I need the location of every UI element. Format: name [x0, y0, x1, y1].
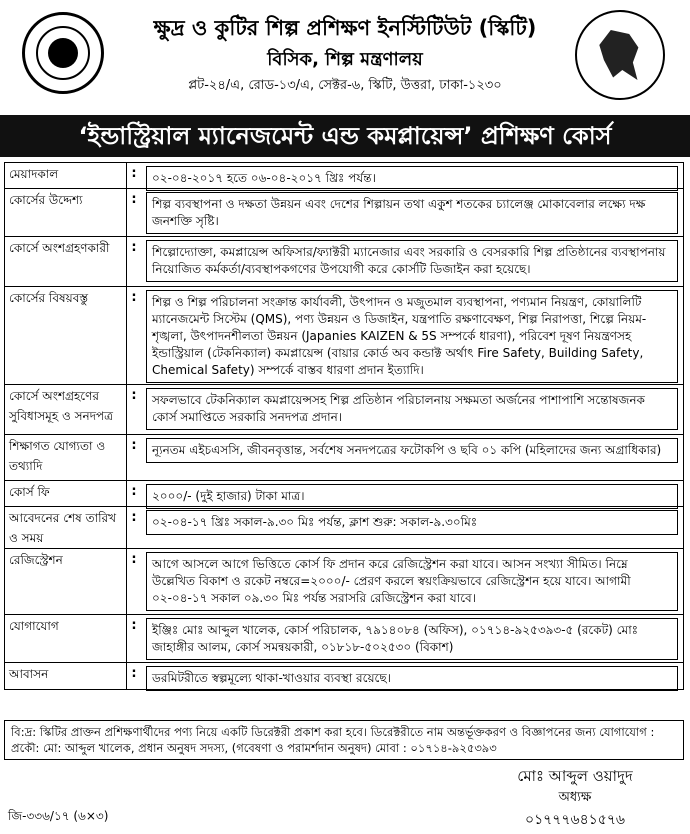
row-value: আগে আসলে আগে ভিত্তিতে কোর্স ফি প্রদান করে রেজিস্ট্রেশন করা যাবে। আসন সংখ্যা সীমিত। নিম্নে উল্লেখিত বিকাশ ও রকেট নম্বরে=২০০০/- প্রেরণ করলে স্বয়ংক্রিয়ভাবে রেজিস্ট্রেশন হয়ে যাবে। আগামী ০২-০৪-১৭ সকাল ০৯.৩০ মিঃ পর্যন্ত সরাসরি রেজিস্ট্রেশন করা যাবে। — [146, 552, 678, 611]
table-row: কোর্সের উদ্দেশ্য : শিল্প ব্যবস্থাপনা ও দক্ষতা উন্নয়ন এবং দেশের শিল্পায়ন তথা একুশ শতকের চ্যালেঞ্জ মোকাবেলার লক্ষ্যে দক্ষ জনশক্তি সৃষ্টি। — [5, 189, 683, 237]
row-value: ইঞ্জিঃ মোঃ আব্দুল খালেক, কোর্স পরিচালক, ৭৯১৪০৮৪ (অফিস), ০১৭১৪-৯২৫৩৯৩-৫ (রকেট) মোঃ জাহাঙ্গীর আলম, কোর্স সমন্বয়কারী, ০১৮১৮-৫০২৫৩০ (বিকাশ) — [146, 618, 678, 660]
table-row: শিক্ষাগত যোগ্যতা ও তথ্যাদি : ন্যূনতম এইচএসসি, জীবনবৃত্তান্ত, সর্বশেষ সনদপত্রের ফটোকপি ও ছবি ০১ কপি (মহিলাদের জন্য অগ্রাধিকার) — [5, 435, 683, 481]
course-banner: ‘ইন্ডাস্ট্রিয়াল ম্যানেজমেন্ট এন্ড কমপ্লায়েন্স’ প্রশিক্ষণ কোর্স — [0, 115, 690, 157]
table-row: আবাসন : ডরমিটরীতে স্বল্পমূল্যে থাকা-খাওয়ার ব্যবস্থা রয়েছে। — [5, 663, 683, 689]
row-label: কোর্সের বিষয়বস্তু — [5, 287, 127, 384]
row-label: কোর্স ফি — [5, 481, 127, 506]
row-label: রেজিস্ট্রেশন — [5, 549, 127, 614]
row-value: ০২-০৪-১৭ খ্রিঃ সকাল-৯.৩০ মিঃ পর্যন্ত, ক্লাশ শুরু: সকাল-৯.৩০মিঃ — [146, 510, 678, 535]
institute-title: ক্ষুদ্র ও কুটির শিল্প প্রশিক্ষণ ইনস্টিটিউট (স্কিটি) — [153, 16, 537, 40]
government-seal-icon — [575, 10, 665, 100]
row-value: শিল্প ব্যবস্থাপনা ও দক্ষতা উন্নয়ন এবং দেশের শিল্পায়ন তথা একুশ শতকের চ্যালেঞ্জ মোকাবেলার লক্ষ্যে দক্ষ জনশক্তি সৃষ্টি। — [146, 192, 678, 234]
course-info-table — [4, 162, 684, 690]
institute-address: প্লট-২৪/এ, রোড-১৩/এ, সেক্টর-৬, স্কিটি, উত্তরা, ঢাকা-১২৩০ — [188, 78, 502, 93]
row-value: শিল্প ও শিল্প পরিচালনা সংক্রান্ত কার্যাবলী, উৎপাদন ও মজুতমাল ব্যবস্থাপনা, পণ্যমান নিয়ন্ত্রণ, কোয়ালিটি ম্যানেজমেন্ট সিস্টেম (QMS), পণ্য উন্নয়ন ও ডিজাইন, যন্ত্রপাতি রক্ষণাবেক্ষণ, শিল্প নিরাপত্তা, শিল্পে নিয়ম-শৃঙ্খলা, উৎপাদনশীলতা উন্নয়ন (Japanies KAIZEN & 5S সম্পর্কে ধারণা), পরিবেশ দূষণ নিয়ন্ত্রণসহ ইন্ডাস্ট্রিয়াল (টেকনিক্যাল) কমপ্লায়েন্স (বায়ার কোর্ড অব কন্ডাক্ট অর্থাৎ Fire Safety, Building Safety, Chemical Safety) সম্পর্কে বাস্তব ধারণা প্রদান ইত্যাদি। — [146, 290, 678, 383]
table-row: মেয়াদকাল : ০২-০৪-২০১৭ হতে ০৬-০৪-২০১৭ খ্রিঃ পর্যন্ত। — [5, 163, 683, 189]
signatory-title: অধ্যক্ষ — [558, 790, 592, 805]
row-value: ন্যূনতম এইচএসসি, জীবনবৃত্তান্ত, সর্বশেষ সনদপত্রের ফটোকপি ও ছবি ০১ কপি (মহিলাদের জন্য অগ্রাধিকার) — [146, 438, 678, 463]
row-label: কোর্সের উদ্দেশ্য — [5, 189, 127, 236]
table-row: যোগাযোগ : ইঞ্জিঃ মোঃ আব্দুল খালেক, কোর্স পরিচালক, ৭৯১৪০৮৪ (অফিস), ০১৭১৪-৯২৫৩৯৩-৫ (রকেট) মোঃ জাহাঙ্গীর আলম, কোর্স সমন্বয়কারী, ০১৮১৮-৫০২৫৩০ (বিকাশ) — [5, 615, 683, 663]
row-label: কোর্সে অংশগ্রহণের সুবিধাসমূহ ও সনদপত্র — [5, 385, 127, 434]
row-label: যোগাযোগ — [5, 615, 127, 662]
row-label: কোর্সে অংশগ্রহণকারী — [5, 237, 127, 286]
ministry-subtitle: বিসিক, শিল্প মন্ত্রণালয় — [267, 49, 423, 70]
row-value: ০২-০৪-২০১৭ হতে ০৬-০৪-২০১৭ খ্রিঃ পর্যন্ত। — [146, 166, 678, 191]
signatory-name: মোঃ আব্দুল ওয়াদুদ — [517, 767, 633, 785]
table-row: কোর্সে অংশগ্রহণকারী : শিল্পোদ্যোক্তা, কমপ্লায়েন্স অফিসার/ফ্যাক্টরী ম্যানেজার এবং সরকারি ও বেসরকারি শিল্প প্রতিষ্ঠানের ব্যবস্থাপনায় নিয়োজিত কর্মকর্তা/ব্যবস্থাপকগণের উপযোগী করে কোর্সটি ডিজাইন করা হয়েছে। — [5, 237, 683, 287]
header — [0, 0, 690, 110]
row-label: আবাসন — [5, 663, 127, 689]
table-row: কোর্সের বিষয়বস্তু : শিল্প ও শিল্প পরিচালনা সংক্রান্ত কার্যাবলী, উৎপাদন ও মজুতমাল ব্যবস্থাপনা, পণ্যমান নিয়ন্ত্রণ, কোয়ালিটি ম্যানেজমেন্ট সিস্টেম (QMS), পণ্য উন্নয়ন ও ডিজাইন, যন্ত্রপাতি রক্ষণাবেক্ষণ, শিল্প নিরাপত্তা, শিল্পে নিয়ম-শৃঙ্খলা, উৎপাদনশীলতা উন্নয়ন (Japanies KAIZEN & 5S সম্পর্কে ধারণা), পরিবেশ দূষণ নিয়ন্ত্রণসহ ইন্ডাস্ট্রিয়াল (টেকনিক্যাল) কমপ্লায়েন্স (বায়ার কোর্ড অব কন্ডাক্ট অর্থাৎ Fire Safety, Building Safety, Chemical Safety) সম্পর্কে বাস্তব ধারণা প্রদান ইত্যাদি। — [5, 287, 683, 385]
table-row: আবেদনের শেষ তারিখ ও সময় : ০২-০৪-১৭ খ্রিঃ সকাল-৯.৩০ মিঃ পর্যন্ত, ক্লাশ শুরু: সকাল-৯.৩০মিঃ — [5, 507, 683, 549]
row-value: ২০০০/- (দুই হাজার) টাকা মাত্র। — [146, 484, 678, 509]
row-label: মেয়াদকাল — [5, 163, 127, 188]
row-value: সফলভাবে টেকনিক্যাল কমপ্লায়েন্সসহ শিল্প প্রতিষ্ঠান পরিচালনায় সক্ষমতা অর্জনের পাশাপাশি সন্তোষজনক কোর্স সমাপ্তিতে সরকারি সনদপত্র প্রদান। — [146, 388, 678, 430]
row-label: আবেদনের শেষ তারিখ ও সময় — [5, 507, 127, 548]
row-value: শিল্পোদ্যোক্তা, কমপ্লায়েন্স অফিসার/ফ্যাক্টরী ম্যানেজার এবং সরকারি ও বেসরকারি শিল্প প্রতিষ্ঠানের ব্যবস্থাপনায় নিয়োজিত কর্মকর্তা/ব্যবস্থাপকগণের উপযোগী করে কোর্সটি ডিজাইন করা হয়েছে। — [146, 240, 678, 282]
reference-code: জি-৩৩৬/১৭ (৬×৩) — [8, 809, 109, 823]
signatory-phone: ০১৭৭৭৬৪১৫৭৬ — [524, 812, 626, 828]
table-row: কোর্সে অংশগ্রহণের সুবিধাসমূহ ও সনদপত্র : সফলভাবে টেকনিক্যাল কমপ্লায়েন্সসহ শিল্প প্রতিষ্ঠান পরিচালনায় সক্ষমতা অর্জনের পাশাপাশি সন্তোষজনক কোর্স সমাপ্তিতে সরকারি সনদপত্র প্রদান। — [5, 385, 683, 435]
bscic-logo-icon — [22, 12, 104, 94]
row-value: ডরমিটরীতে স্বল্পমূল্যে থাকা-খাওয়ার ব্যবস্থা রয়েছে। — [146, 666, 678, 691]
footnote: বি:দ্র: স্কিটির প্রাক্তন প্রশিক্ষণার্থীদের পণ্য নিয়ে একটি ডিরেক্টরী প্রকাশ করা হবে। ডিরেক্টরীতে নাম অন্তর্ভূক্তকরণ ও বিজ্ঞাপনের জন্য যোগাযোগ : প্রকৌ: মো: আব্দুল খালেক, প্রধান অনুষদ সদস্য, (গবেষণা ও পরামর্শদান অনুষদ) মোবা : ০১৭১৪-৯২৫৩৯৩ — [4, 720, 684, 760]
row-label: শিক্ষাগত যোগ্যতা ও তথ্যাদি — [5, 435, 127, 480]
table-row: কোর্স ফি : ২০০০/- (দুই হাজার) টাকা মাত্র। — [5, 481, 683, 507]
table-row: রেজিস্ট্রেশন : আগে আসলে আগে ভিত্তিতে কোর্স ফি প্রদান করে রেজিস্ট্রেশন করা যাবে। আসন সংখ্যা সীমিত। নিম্নে উল্লেখিত বিকাশ ও রকেট নম্বরে=২০০০/- প্রেরণ করলে স্বয়ংক্রিয়ভাবে রেজিস্ট্রেশন হয়ে যাবে। আগামী ০২-০৪-১৭ সকাল ০৯.৩০ মিঃ পর্যন্ত সরাসরি রেজিস্ট্রেশন করা যাবে। — [5, 549, 683, 615]
